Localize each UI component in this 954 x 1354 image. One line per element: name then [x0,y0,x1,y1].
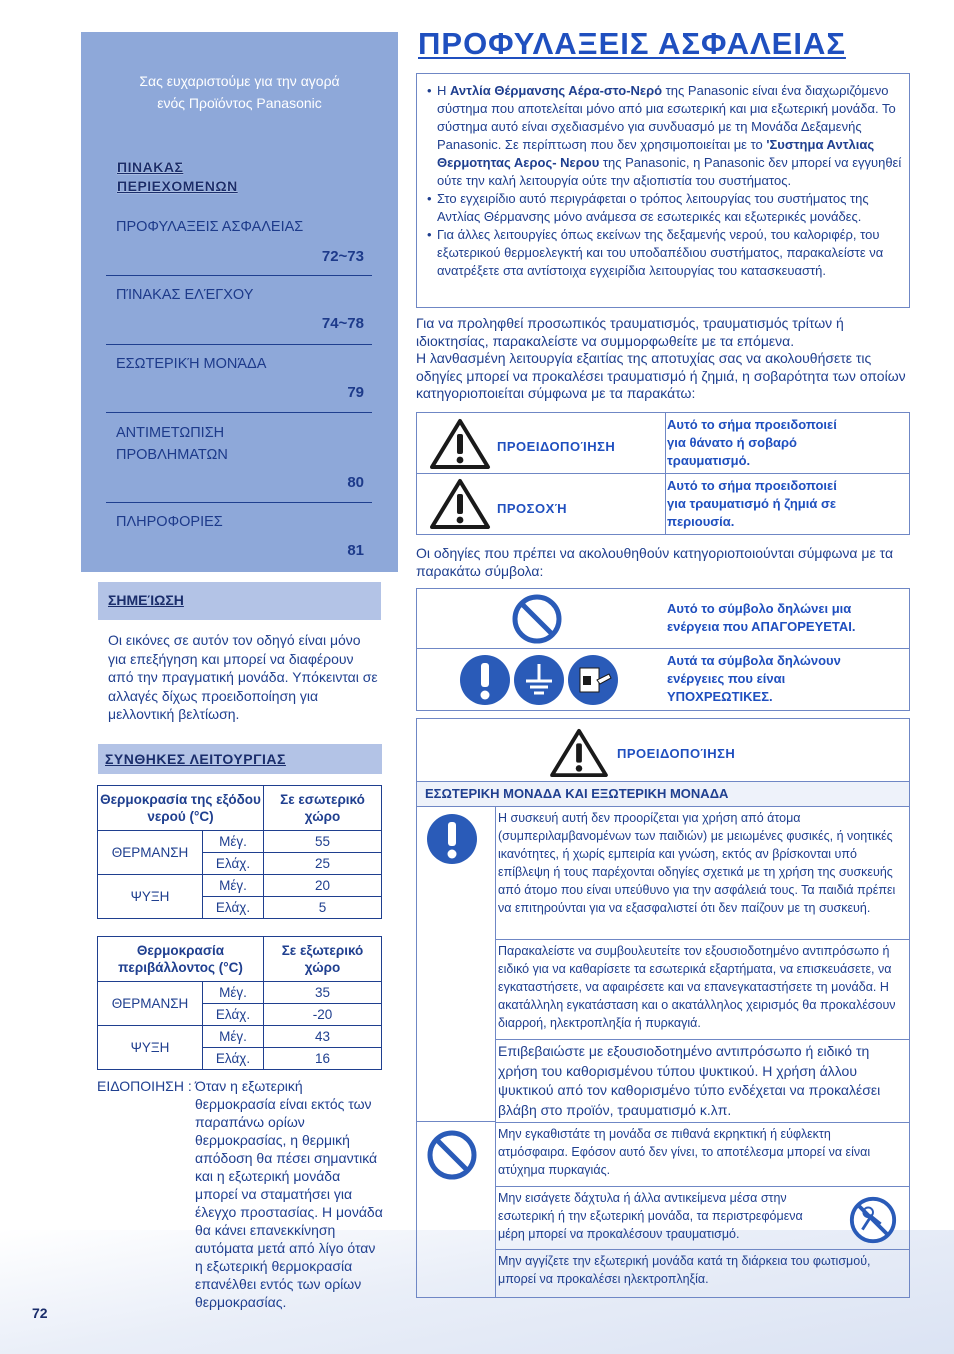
limit-label: Μέγ. [203,831,264,853]
limit-label: Ελάχ. [203,1004,264,1026]
warning-item [496,1186,909,1249]
toc-item-safety[interactable] [106,208,372,276]
intro-paragraph [416,315,906,403]
warning-item-text: Μην εισάγετε δάχτυλα ή άλλα αντικείμενα μέσα στην εσωτερική ή την εξωτερική μονάδα, τα περιστρεφόμενα μέρη μπορεί να προκαλέσουν τραυματισμό. [498,1191,803,1241]
limit-label: Ελάχ. [203,1048,264,1070]
warning-item [496,1039,909,1122]
symbols-box [416,588,910,711]
value-cell: 35 [264,982,382,1004]
note-body: Οι εικόνες σε αυτόν τον οδηγό είναι μόνο για επεξήγηση και μπορεί να διαφέρουν από την πραγματική μονάδα. Υπόκεινται σε αλλαγές δίχως προειδοποίηση για μελλοντική βελτίωση. [108,632,378,722]
warning-box [416,718,910,1298]
sidebar [81,32,398,572]
note-heading-bar [98,582,381,620]
toc-item-information[interactable] [106,504,372,564]
toc-item-label: ΠΊΝΑΚΑΣ ΕΛΈΓΧΟΥ [116,287,254,303]
description-line: ενέργειες που είναι [667,671,786,686]
warning-item [496,1122,909,1186]
limit-label: Ελάχ. [203,897,264,919]
table-header: Σε εξωτερικό χώρο [264,937,382,982]
toc-item-label-line-1: ΑΝΤΙΜΕΤΩΠΙΣΗ [116,425,225,441]
conditions-heading-bar [98,744,382,774]
severity-row-warning [417,413,909,474]
toc-item-control-panel[interactable] [106,277,372,345]
warning-item [496,807,909,938]
severity-description [667,477,837,531]
description-line: για τραυματισμό ή ζημιά σε [667,496,837,511]
description-line: τραυματισμό. [667,453,751,468]
limit-label: Ελάχ. [203,853,264,875]
warning-item-text: Μην εγκαθιστάτε τη μονάδα σε πιθανά εκρηκτική ή εύφλεκτη ατμόσφαιρα. Εφόσον αυτό δεν γίνει, το αποτέλεσμα μπορεί να είναι ατύχημα πυρκαγιάς. [498,1127,871,1177]
severity-description [667,416,837,470]
intro-bullet: • Για άλλες λειτουργίες όπως εκείνων της δεξαμενής νερού, του καλοριφέρ, του εξωτερικού θερμοελεγκτή και του υποδαπέδιου συστήματος, παρακαλείστε να ανατρέξετε στα αντίστοιχα εγχειρίδια λειτουργίας του κατασκευαστή. [427,226,905,280]
intro-bullet: • Στο εγχειρίδιο αυτό περιγράφεται ο τρόπος λειτουργίας του συστήματος της Αντλίας Θέρμανσης μόνο ανάμεσα σε εσωτερικές και εξωτερικές μονάδες. [427,190,905,226]
value-cell: 55 [264,831,382,853]
switch-off-icon [567,654,619,706]
caution-triangle-icon [429,478,491,530]
mode-cell: ΘΕΡΜΑΝΣΗ [98,831,203,875]
note-heading: ΣΗΜΕΊΩΣΗ [108,592,184,608]
value-cell: 20 [264,875,382,897]
intro-text: της Panasonic είναι ένα διαχωριζόμενο σύστημα που αποτελείται μόνο από μια εσωτερική και μια εξωτερική μονάδα. Το σύστημα αυτό είναι σχεδιασμένο για συνδυασμό με τη Μονάδα Δεξαμενής Panasonic. Σε περίπτωση που δεν χρησιμοποιείται με το [437,83,896,152]
mode-cell: ΨΥΞΗ [98,875,203,919]
page-title: ΠΡΟΦΥΛΑΞΕΙΣ ΑΣΦΑΛΕΙΑΣ [418,26,846,61]
toc-item-page: 72~73 [321,248,364,265]
severity-label: ΠΡΟΕΙΔΟΠΟΊΗΣΗ [497,439,616,454]
symbol-row-prohibited [417,589,909,649]
prohibited-icon [511,593,563,645]
warning-item-text: Μην αγγίζετε την εξωτερική μονάδα κατά τη διάρκεια του φωτισμού, μπορεί να προκαλέσει ηλεκτροπληξία. [498,1254,871,1286]
toc-item-label: ΠΡΟΦΥΛΑΞΕΙΣ ΑΣΦΑΛΕΙΑΣ [116,219,304,235]
warning-item [496,939,909,1039]
toc-item-page: 79 [347,384,364,401]
thanks-line-1: Σας ευχαριστούμε για την αγορά [139,73,340,89]
thanks-message [81,70,398,114]
toc-item-label: ΠΛΗΡΟΦΟΡΙΕΣ [116,514,223,530]
toc-item-page: 80 [347,474,364,491]
toc-item-troubleshooting[interactable] [106,414,372,503]
warning-item-text: Επιβεβαιώστε με εξουσιοδοτημένο αντιπρόσωπο ή ειδικό τη χρήση του καθορισμένου τύπου ψυκτικού. Η χρήση άλλου ψυκτικού από τον καθορισμένο τύπο ενδέχεται να προκαλέσει βλάβη στο προϊόν, τραυματισμό κ.λπ. [498,1043,881,1118]
value-cell: 5 [264,897,382,919]
intro-list [427,82,905,280]
table-header: Θερμοκρασία της εξόδου νερού (°C) [98,786,264,831]
value-cell: -20 [264,1004,382,1026]
mandatory-exclamation-icon [426,813,478,865]
water-temp-table [97,785,382,919]
severity-row-caution [417,474,909,534]
symbol-description [667,652,841,706]
mode-cell: ΘΕΡΜΑΝΣΗ [98,982,203,1026]
mandatory-exclamation-icon [459,654,511,706]
warning-item [496,1249,909,1298]
earth-ground-icon [513,654,565,706]
description-line: για θάνατο ή σοβαρό [667,435,797,450]
intro-bold: 'Συστημα Αντλιας Θερμοτητας Αερος- Νερου [437,137,875,170]
warning-box-label: ΠΡΟΕΙΔΟΠΟΊΗΣΗ [617,746,736,761]
description-line: ΥΠΟΧΡΕΩΤΙΚΕΣ. [667,689,773,704]
section-title: ΕΣΩΤΕΡΙΚΗ ΜΟΝΑΔΑ ΚΑΙ ΕΞΩΤΕΡΙΚΗ ΜΟΝΑΔΑ [425,786,729,801]
value-cell: 16 [264,1048,382,1070]
symbols-paragraph: Οι οδηγίες που πρέπει να ακολουθηθούν κατηγοριοποιούνται σύμφωνα με τα παρακάτω σύμβολα: [416,545,894,579]
intro-text: της Panasonic, η Panasonic δεν μπορεί να εγγυηθεί ούτε την καλή λειτουργία ούτε την αξιοπιστία του συστήματος. [437,155,902,188]
no-hands-icon [848,1195,898,1245]
description-line: περιουσία. [667,514,735,529]
toc-title [117,158,238,196]
thanks-line-2: ενός Προϊόντος Panasonic [157,95,322,111]
description-line: Αυτό το σύμβολο δηλώνει μια [667,601,852,616]
warning-triangle-icon [549,728,609,778]
intro-bold: Αντλία Θέρμανσης Αέρα-στο-Νερό [450,83,663,98]
paragraph-line: Η λανθασμένη λειτουργία εξαιτίας της αποτυχίας σας να ακολουθήσετε τις οδηγίες μπορεί να προκαλέσει τραυματισμό ή ζημιά, η σοβαρότητα των οποίων κατηγοριοποιείται σύμφωνα με τα παρακάτω: [416,350,906,401]
toc-item-label-line-2: ΠΡΟΒΛΗΜΑΤΩΝ [116,447,228,463]
intro-box [416,73,910,308]
mandatory-icon-cell [417,807,496,1121]
prohibited-icon-cell [417,1122,496,1297]
toc-title-line-2: ΠΕΡΙΕΧΟΜΕΝΩΝ [117,178,238,194]
intro-text: Η [437,83,450,98]
intro-bullet [427,82,905,190]
warning-section-heading [417,781,909,807]
table-header: Σε εσωτερικό χώρο [264,786,382,831]
toc-item-page: 74~78 [321,315,364,332]
warning-triangle-icon [429,418,491,470]
description-line: Αυτό το σήμα προειδοποιεί [667,417,837,432]
symbol-row-mandatory [417,649,909,709]
warning-item-text: Η συσκευή αυτή δεν προορίζεται για χρήση από άτομα (συμπεριλαμβανομένων των παιδιών) με μειωμένες φυσικές, ή νοητικές ικανότητες, ή χωρίς εμπειρία και γνώση, εκτός αν βρίσκονται υπό επίβλεψη ή τους παρέχονται οδηγίες σχετικά με τη χρήση της συσκευής από άτομο που είναι υπεύθυνο για την ασφάλειά τους. Τα παιδιά πρέπει να επιτηρούνται για να εξασφαλιστεί ότι δεν παίζουν με τη συσκευή. [498,811,896,915]
page-number: 72 [32,1305,48,1321]
toc-title-line-1: ΠΙΝΑΚΑΣ [117,159,184,175]
divider [665,413,666,473]
ambient-temp-table [97,936,382,1070]
toc-item-label: ΕΣΩΤΕΡΙΚΉ ΜΟΝΆΔΑ [116,356,267,372]
limit-label: Μέγ. [203,875,264,897]
warning-item-text: Παρακαλείστε να συμβουλευτείτε τον εξουσιοδοτημένο αντιπρόσωπο ή ειδικό για να καθαρίσετε τα εσωτερικά εξαρτήματα, να επισκευάσετε, να εγκαταστήσετε, να αφαιρέσετε και να επανεγκαταστήσετε τη μονάδα. Η ακατάλληλη εγκατάσταση και ο ακατάλληλος χειρισμός θα προκαλέσουν διαρροή, ηλεκτροπληξία ή πυρκαγιά. [498,944,896,1030]
toc-item-page: 81 [347,542,364,559]
conditions-heading: ΣΥΝΘΗΚΕΣ ΛΕΙΤΟΥΡΓΙΑΣ [105,751,286,767]
description-line: ενέργεια που ΑΠΑΓΟΡΕΥΕΤΑΙ. [667,619,856,634]
value-cell: 43 [264,1026,382,1048]
limit-label: Μέγ. [203,1026,264,1048]
paragraph-line: Για να προληφθεί προσωπικός τραυματισμός, τραυματισμός τρίτων ή ιδιοκτησίας, παρακαλείστε να συμμορφωθείτε με τα επόμενα. [416,315,844,349]
description-line: Αυτά τα σύμβολα δηλώνουν [667,653,841,668]
limit-label: Μέγ. [203,982,264,1004]
value-cell: 25 [264,853,382,875]
severity-label: ΠΡΟΣΟΧΉ [497,501,568,516]
mode-cell: ΨΥΞΗ [98,1026,203,1070]
divider [665,474,666,534]
warning-label: ΕΙΔΟΠΟΙΗΣΗ : [97,1078,192,1094]
severity-levels-box [416,412,910,535]
toc-item-indoor-unit[interactable] [106,346,372,413]
symbol-description [667,600,856,636]
warning-text: Όταν η εξωτερική θερμοκρασία είναι εκτός των παραπάνω ορίων θερμοκρασίας, η θερμική απόδοση θα πέσει σημαντικά και η εξωτερική μονάδα μπορεί να σταματήσει για έλεγχο προστασίας. Η μονάδα θα κάνει επανεκκίνηση αυτόματα μετά από λίγο όταν η εξωτερική θερμοκρασία επανέλθει εντός των ορίων θερμοκρασίας. [195,1078,383,1310]
description-line: Αυτό το σήμα προειδοποιεί [667,478,837,493]
table-header: Θερμοκρασία περιβάλλοντος (°C) [98,937,264,982]
prohibited-icon [426,1129,478,1181]
